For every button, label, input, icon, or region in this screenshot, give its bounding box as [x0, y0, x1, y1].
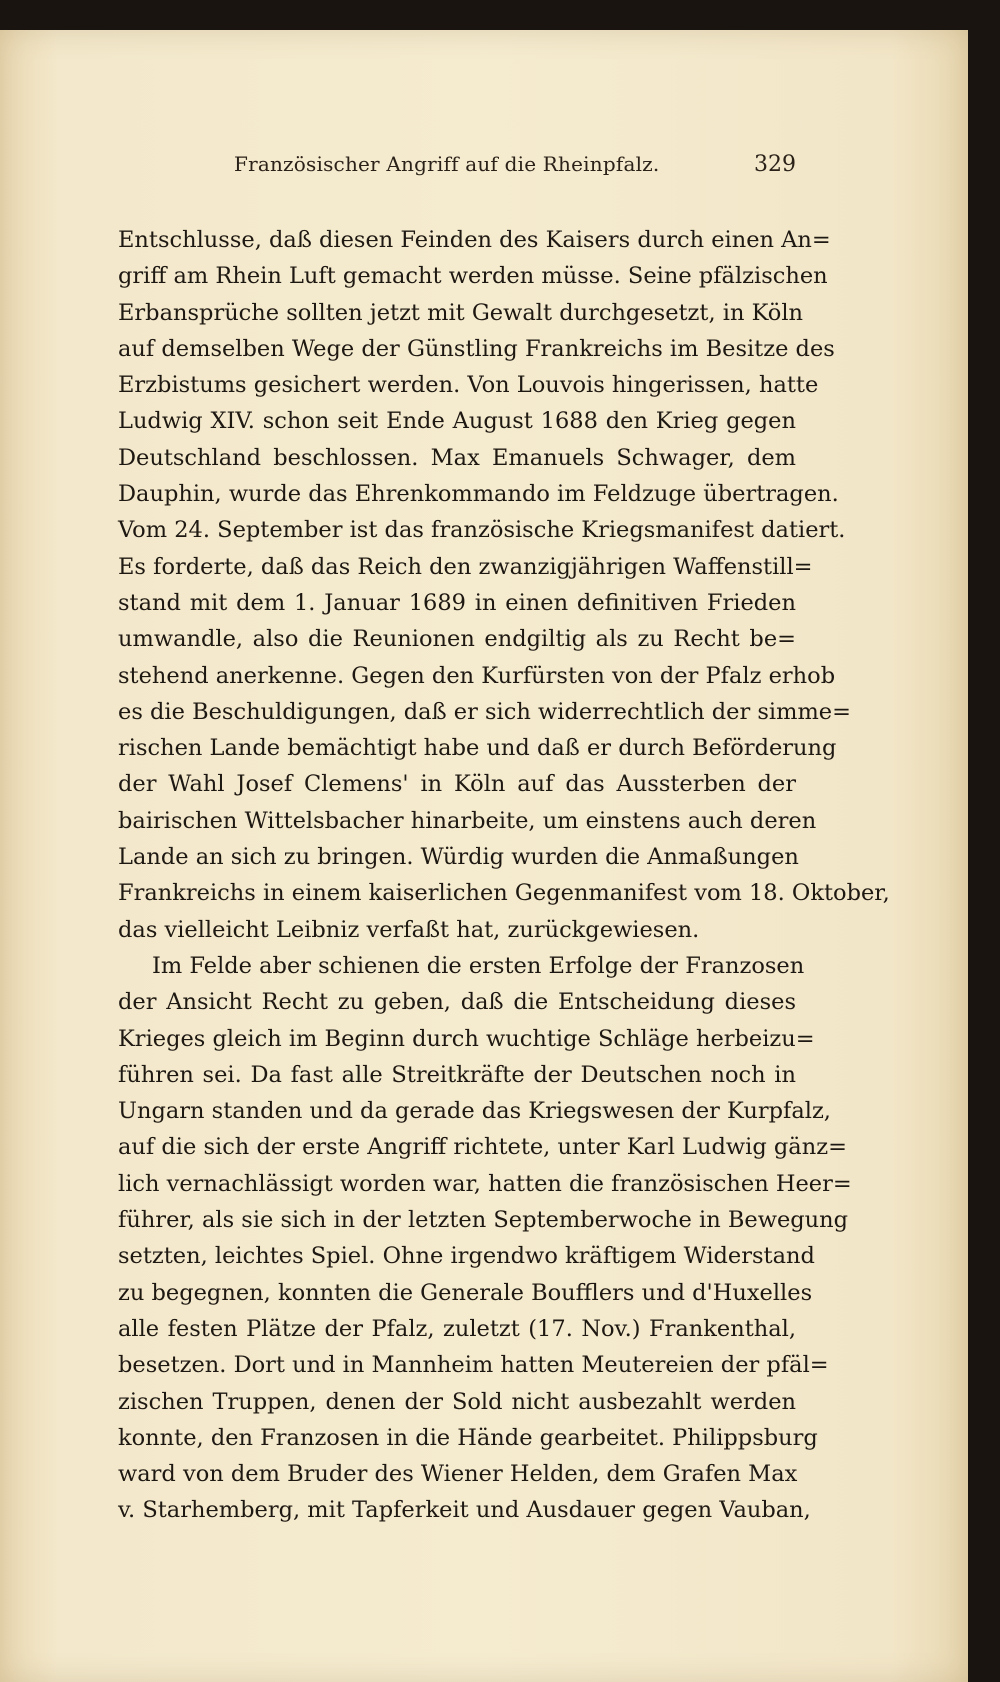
text-line: Lande an sich zu bringen. Würdig wurden die Anmaßungen — [118, 844, 799, 871]
text-line: Ludwig XIV. schon seit Ende August 1688 den Krieg gegen — [118, 408, 796, 435]
text-line: alle festen Plätze der Pfalz, zuletzt (17. Nov.) Frankenthal, — [118, 1315, 796, 1342]
text-line: ward von dem Bruder des Wiener Helden, dem Grafen Max — [118, 1461, 798, 1488]
text-line: stand mit dem 1. Januar 1689 in einen definitiven Frieden — [118, 589, 796, 616]
text-line: besetzen. Dort und in Mannheim hatten Meutereien der pfäl= — [118, 1352, 829, 1379]
text-line: konnte, den Franzosen in die Hände gearbeitet. Philippsburg — [118, 1424, 818, 1451]
text-line: rischen Lande bemächtigt habe und daß er durch Beförderung — [118, 735, 837, 762]
text-line: zu begegnen, konnten die Generale Boufflers und d'Huxelles — [118, 1279, 813, 1306]
text-line: Es forderte, daß das Reich den zwanzigjährigen Waffenstill= — [118, 553, 813, 580]
text-line: auf demselben Wege der Günstling Frankreichs im Besitze des — [118, 335, 835, 362]
text-line: zischen Truppen, denen der Sold nicht ausbezahlt werden — [118, 1388, 796, 1415]
text-line: Im Felde aber schienen die ersten Erfolge der Franzosen — [152, 952, 805, 979]
text-line: führer, als sie sich in der letzten Septemberwoche in Bewegung — [118, 1207, 849, 1234]
page-header — [118, 152, 796, 182]
text-line: Erzbistums gesichert werden. Von Louvois hingerissen, hatte — [118, 372, 819, 399]
text-line: setzten, leichtes Spiel. Ohne irgendwo kräftigem Widerstand — [118, 1243, 815, 1270]
text-line: bairischen Wittelsbacher hinarbeite, um einstens auch deren — [118, 807, 817, 834]
book-page — [0, 30, 968, 1682]
text-line: der Ansicht Recht zu geben, daß die Entscheidung dieses — [118, 989, 796, 1016]
text-line: Krieges gleich im Beginn durch wuchtige Schläge herbeizu= — [118, 1025, 815, 1052]
text-line: führen sei. Da fast alle Streitkräfte der Deutschen noch in — [118, 1061, 796, 1088]
running-title: Französischer Angriff auf die Rheinpfalz. — [234, 152, 660, 176]
text-line: Deutschland beschlossen. Max Emanuels Schwager, dem — [118, 444, 796, 471]
text-line: Dauphin, wurde das Ehrenkommando im Feldzuge übertragen. — [118, 481, 839, 508]
text-line: Frankreichs in einem kaiserlichen Gegenmanifest vom 18. Oktober, — [118, 880, 890, 907]
text-line: der Wahl Josef Clemens' in Köln auf das Aussterben der — [118, 771, 796, 798]
text-line: Ungarn standen und da gerade das Kriegswesen der Kurpfalz, — [118, 1098, 831, 1125]
text-line: Entschlusse, daß diesen Feinden des Kaisers durch einen An= — [118, 227, 831, 253]
text-line: lich vernachlässigt worden war, hatten die französischen Heer= — [118, 1170, 852, 1197]
text-line: griff am Rhein Luft gemacht werden müsse. Seine pfälzischen — [118, 263, 828, 290]
text-line: umwandle, also die Reunionen endgiltig als zu Recht be= — [118, 626, 796, 653]
text-line: v. Starhemberg, mit Tapferkeit und Ausdauer gegen Vauban, — [118, 1497, 811, 1524]
text-line: es die Beschuldigungen, daß er sich widerrechtlich der simme= — [118, 698, 851, 725]
body-text — [118, 222, 890, 1529]
text-line: Vom 24. September ist das französische Kriegsmanifest datiert. — [118, 517, 846, 544]
text-line: auf die sich der erste Angriff richtete, unter Karl Ludwig gänz= — [118, 1134, 847, 1161]
text-line: Erbansprüche sollten jetzt mit Gewalt durchgesetzt, in Köln — [118, 299, 804, 326]
text-line: stehend anerkenne. Gegen den Kurfürsten von der Pfalz erhob — [118, 662, 836, 689]
page-number: 329 — [754, 152, 796, 177]
text-line: das vielleicht Leibniz verfaßt hat, zurückgewiesen. — [118, 916, 700, 943]
